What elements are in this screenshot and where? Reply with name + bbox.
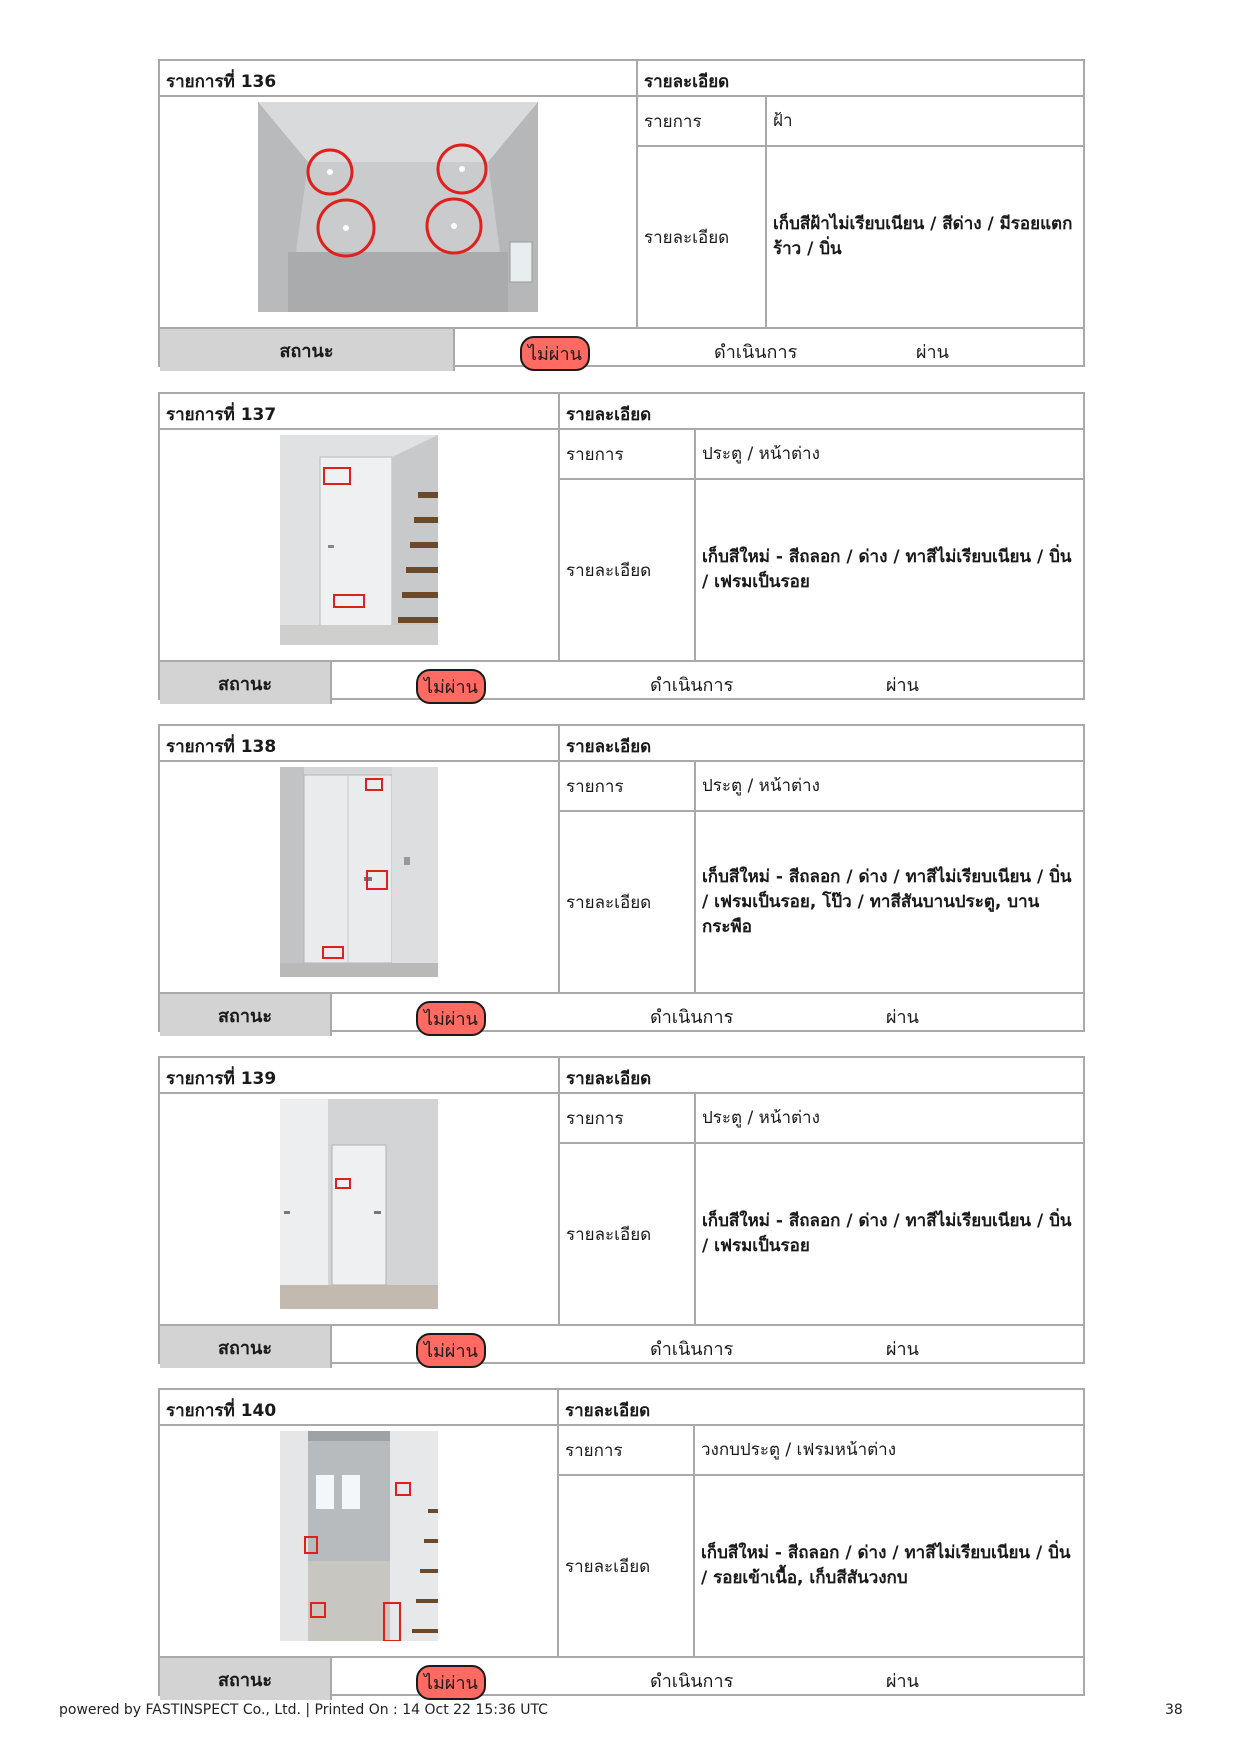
status-fail-selected[interactable]: ไม่ผ่าน [416,1333,486,1368]
ceiling-photo [258,102,538,312]
detail-value: เก็บสีใหม่ - สีถลอก / ด่าง / ทาสีไม่เรียบเนียน / บิ่น / เฟรมเป็นรอย [702,547,1072,592]
inspection-item-136 [158,59,1085,367]
item-body [160,430,1083,662]
item-label: รายการ [559,1426,695,1474]
item-title: รายการที่ 137 [160,394,560,428]
inspection-item-140 [158,1388,1085,1696]
page-number: 38 [1165,1702,1183,1718]
inspection-item-138 [158,724,1085,1032]
item-body [160,1094,1083,1326]
item-detail [638,97,1083,327]
detail-value: เก็บสีใหม่ - สีถลอก / ด่าง / ทาสีไม่เรียบเนียน / บิ่น / รอยเข้าเนื้อ, เก็บสีสันวงกบ [701,1543,1071,1588]
item-value: ฝ้า [773,110,793,131]
item-photo[interactable] [160,430,560,660]
status-pass[interactable]: ผ่าน [886,1007,919,1028]
item-body [160,97,1083,329]
status-row [160,1326,1083,1368]
item-detail [559,1426,1083,1656]
page-footer: powered by FASTINSPECT Co., Ltd. | Printed On : 14 Oct 22 15:36 UTC [59,1702,548,1718]
status-pass[interactable]: ผ่าน [886,675,919,696]
detail-value: เก็บสีฝ้าไม่เรียบเนียน / สีด่าง / มีรอยแตกร้าว / บิ่น [773,214,1073,259]
item-body [160,1426,1083,1658]
door-photo [280,435,438,645]
status-label: สถานะ [160,329,455,371]
detail-label: รายละเอียด [559,1476,695,1656]
item-detail [560,762,1083,992]
detail-header: รายละเอียด [566,405,652,425]
item-value: ประตู / หน้าต่าง [702,1107,820,1128]
item-value: วงกบประตู / เฟรมหน้าต่าง [701,1439,897,1460]
door-photo [280,767,438,977]
item-detail [560,1094,1083,1324]
detail-header: รายละเอียด [644,72,730,92]
status-row [160,994,1083,1036]
status-label: สถานะ [160,662,332,704]
item-label: รายการ [638,97,767,145]
item-photo[interactable] [160,97,638,327]
status-fail-selected[interactable]: ไม่ผ่าน [520,336,590,371]
status-fail-selected[interactable]: ไม่ผ่าน [416,1001,486,1036]
item-title: รายการที่ 138 [160,726,560,760]
item-header [160,1058,1083,1094]
detail-value: เก็บสีใหม่ - สีถลอก / ด่าง / ทาสีไม่เรียบเนียน / บิ่น / เฟรมเป็นรอย [702,1211,1072,1256]
inspection-item-137 [158,392,1085,700]
status-fail-selected[interactable]: ไม่ผ่าน [416,1665,486,1700]
item-value: ประตู / หน้าต่าง [702,443,820,464]
item-photo[interactable] [160,1426,559,1656]
item-header [160,1390,1083,1426]
detail-header: รายละเอียด [565,1401,651,1421]
detail-header: รายละเอียด [566,1069,652,1089]
item-photo[interactable] [160,762,560,992]
status-row [160,1658,1083,1700]
detail-value: เก็บสีใหม่ - สีถลอก / ด่าง / ทาสีไม่เรียบเนียน / บิ่น / เฟรมเป็นรอย, โป๊ว / ทาสีสันบานประตู, บานกระพือ [702,866,1072,937]
status-pass[interactable]: ผ่าน [886,1339,919,1360]
status-label: สถานะ [160,1658,332,1700]
item-title: รายการที่ 136 [160,61,638,95]
detail-label: รายละเอียด [560,812,696,992]
item-header [160,61,1083,97]
item-value: ประตู / หน้าต่าง [702,775,820,796]
status-row [160,662,1083,704]
door-frame-photo [280,1431,438,1641]
detail-header: รายละเอียด [566,737,652,757]
item-label: รายการ [560,762,696,810]
item-photo[interactable] [160,1094,560,1324]
item-header [160,394,1083,430]
status-fail-selected[interactable]: ไม่ผ่าน [416,669,486,704]
status-pass[interactable]: ผ่าน [886,1671,919,1692]
status-label: สถานะ [160,994,332,1036]
item-detail [560,430,1083,660]
detail-label: รายละเอียด [560,1144,696,1324]
detail-label: รายละเอียด [638,147,767,327]
status-in-progress[interactable]: ดำเนินการ [650,1007,734,1028]
status-row [160,329,1083,371]
item-label: รายการ [560,1094,696,1142]
status-in-progress[interactable]: ดำเนินการ [714,342,798,363]
detail-label: รายละเอียด [560,480,696,660]
item-header [160,726,1083,762]
status-label: สถานะ [160,1326,332,1368]
door-photo [280,1099,438,1309]
status-in-progress[interactable]: ดำเนินการ [650,675,734,696]
status-in-progress[interactable]: ดำเนินการ [650,1339,734,1360]
status-pass[interactable]: ผ่าน [916,342,949,363]
item-label: รายการ [560,430,696,478]
item-title: รายการที่ 139 [160,1058,560,1092]
inspection-item-139 [158,1056,1085,1364]
status-in-progress[interactable]: ดำเนินการ [650,1671,734,1692]
item-title: รายการที่ 140 [160,1390,559,1424]
item-body [160,762,1083,994]
